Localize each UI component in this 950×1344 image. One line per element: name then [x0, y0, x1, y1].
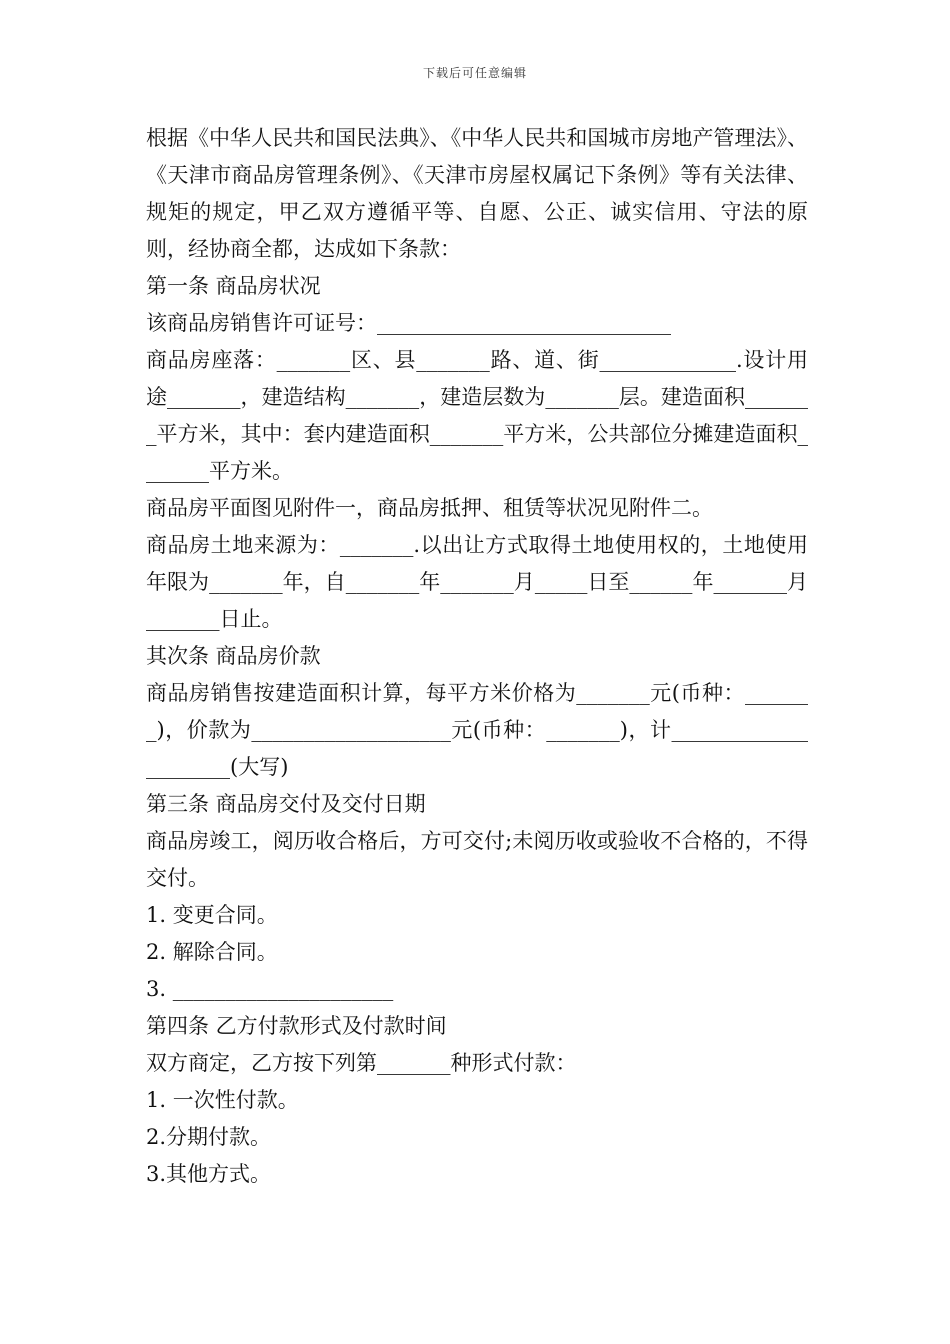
price-paragraph: 商品房销售按建造面积计算，每平方米价格为_______元(币种：_______)，价款为___________________元(币种：_______)，计_____________________(大写): [146, 681, 808, 779]
list-item: 3. _____________________: [146, 977, 394, 1001]
article-4-heading: 第四条 乙方付款形式及付款时间: [146, 1014, 447, 1038]
floor-plan-line: 商品房平面图见附件一，商品房抵押、租赁等状况见附件二。: [146, 496, 713, 520]
land-source-paragraph: 商品房土地来源为：_______.以出让方式取得土地使用权的，土地使用年限为_______年，自_______年_______月_____日至______年_______月_______日止。: [146, 533, 808, 631]
article-1-heading: 第一条 商品房状况: [146, 274, 321, 298]
delivery-paragraph: 商品房竣工，阅历收合格后，方可交付;未阅历收或验收不合格的，不得交付。: [146, 829, 808, 890]
header-note: 下载后可任意编辑: [422, 66, 527, 80]
article-3-heading: 第三条 商品房交付及交付日期: [146, 792, 426, 816]
sales-permit-line: 该商品房销售许可证号：____________________________: [146, 311, 671, 335]
payment-method-line: 双方商定，乙方按下列第_______种形式付款：: [146, 1051, 577, 1075]
list-item: 2. 解除合同。: [146, 940, 278, 964]
list-item: 1. 一次性付款。: [146, 1088, 299, 1112]
location-paragraph: 商品房座落：_______区、县_______路、道、街_____________.设计用途_______，建造结构_______，建造层数为_______层。建造面积_______平方米，其中：套内建造面积_______平方米，公共部位分摊建造面积_______平方米。: [146, 348, 808, 483]
list-item: 3.其他方式。: [146, 1162, 272, 1186]
preamble-paragraph: 根据《中华人民共和国民法典》、《中华人民共和国城市房地产管理法》、《天津市商品房管理条例》、《天津市房屋权属记下条例》等有关法律、规矩的规定，甲乙双方遵循平等、自愿、公正、诚实信用、守法的原则，经协商全都，达成如下条款：: [146, 126, 808, 261]
article-2-heading: 其次条 商品房价款: [146, 644, 321, 668]
document-body: [146, 120, 808, 1193]
list-item: 1. 变更合同。: [146, 903, 278, 927]
list-item: 2.分期付款。: [146, 1125, 272, 1149]
